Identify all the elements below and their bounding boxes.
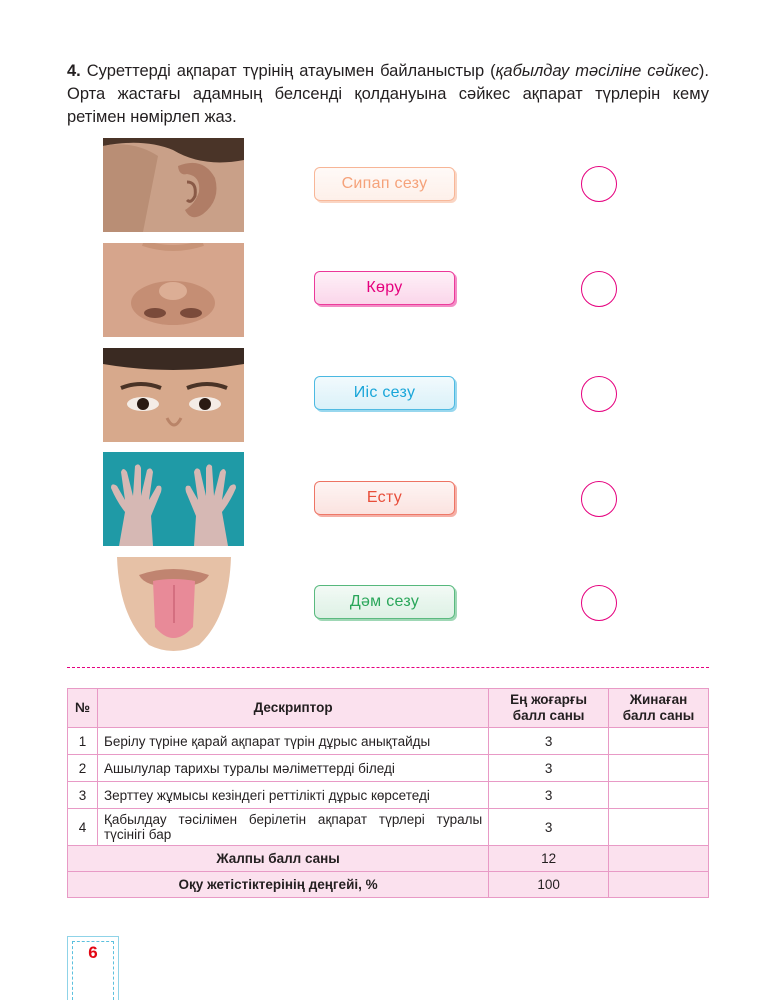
table-row <box>68 728 709 755</box>
row-num: 2 <box>68 755 98 782</box>
level-row <box>68 872 709 898</box>
label-touch-text: Сипап сезу <box>341 175 428 192</box>
row-max: 3 <box>489 809 609 846</box>
table-header-row <box>68 689 709 728</box>
label-sight-text: Көру <box>366 279 403 296</box>
row-max: 3 <box>489 782 609 809</box>
header-earned-score: Жинаған балл саны <box>609 689 709 728</box>
page-number-box <box>67 936 119 1000</box>
hands-photo <box>103 452 244 546</box>
task-text <box>67 60 709 129</box>
label-touch[interactable] <box>314 167 455 201</box>
total-value: 12 <box>489 846 609 872</box>
answer-circle-3[interactable] <box>581 376 617 412</box>
label-taste-text: Дәм сезу <box>349 593 420 610</box>
task-text-italic: қабылдау тәсіліне сәйкес <box>495 62 699 80</box>
answer-circle-1[interactable] <box>581 166 617 202</box>
answer-circle-2[interactable] <box>581 271 617 307</box>
task-text-b: ). Орта жастағы адамның белсенді қолдануына сәйкес ақпарат түрлерін кему ретімен нөмірлеп жаз. <box>67 62 710 126</box>
row-max: 3 <box>489 728 609 755</box>
row-num: 1 <box>68 728 98 755</box>
label-smell-text: Иіс сезу <box>353 384 416 401</box>
row-num: 4 <box>68 809 98 846</box>
header-max-score: Ең жоғарғы балл саны <box>489 689 609 728</box>
label-smell[interactable] <box>314 376 455 410</box>
header-descriptor: Дескриптор <box>97 689 488 728</box>
total-label: Жалпы балл саны <box>68 846 489 872</box>
row-descriptor: Ашылулар тарихы туралы мәліметтерді біледі <box>97 755 488 782</box>
ear-photo <box>103 138 244 232</box>
label-hearing-text: Есту <box>366 489 403 506</box>
table-row <box>68 809 709 846</box>
table-row <box>68 755 709 782</box>
task-text-a: Суреттерді ақпарат түрінің атауымен байланыстыр ( <box>86 62 496 80</box>
tongue-photo <box>103 557 244 651</box>
header-num: № <box>68 689 98 728</box>
answer-circle-5[interactable] <box>581 585 617 621</box>
row-num: 3 <box>68 782 98 809</box>
nose-photo <box>103 243 244 337</box>
eyes-photo <box>103 348 244 442</box>
answer-circle-4[interactable] <box>581 481 617 517</box>
dashed-divider <box>67 667 709 668</box>
grading-table <box>67 688 709 898</box>
page-number: 6 <box>88 943 98 962</box>
label-taste[interactable] <box>314 585 455 619</box>
table-row <box>68 782 709 809</box>
level-label: Оқу жетістіктерінің деңгейі, % <box>68 872 489 898</box>
label-hearing[interactable] <box>314 481 455 515</box>
row-descriptor: Зерттеу жұмысы кезіндегі реттілікті дұрыс көрсетеді <box>97 782 488 809</box>
total-earned[interactable] <box>609 846 709 872</box>
level-value: 100 <box>489 872 609 898</box>
row-descriptor: Қабылдау тәсілімен берілетін ақпарат түрлері туралы түсінігі бар <box>97 809 488 846</box>
total-row <box>68 846 709 872</box>
row-max: 3 <box>489 755 609 782</box>
row-earned[interactable] <box>609 809 709 846</box>
level-earned[interactable] <box>609 872 709 898</box>
row-earned[interactable] <box>609 755 709 782</box>
task-number: 4. <box>67 62 81 80</box>
row-earned[interactable] <box>609 728 709 755</box>
label-sight[interactable] <box>314 271 455 305</box>
row-earned[interactable] <box>609 782 709 809</box>
row-descriptor: Берілу түріне қарай ақпарат түрін дұрыс анықтайды <box>97 728 488 755</box>
